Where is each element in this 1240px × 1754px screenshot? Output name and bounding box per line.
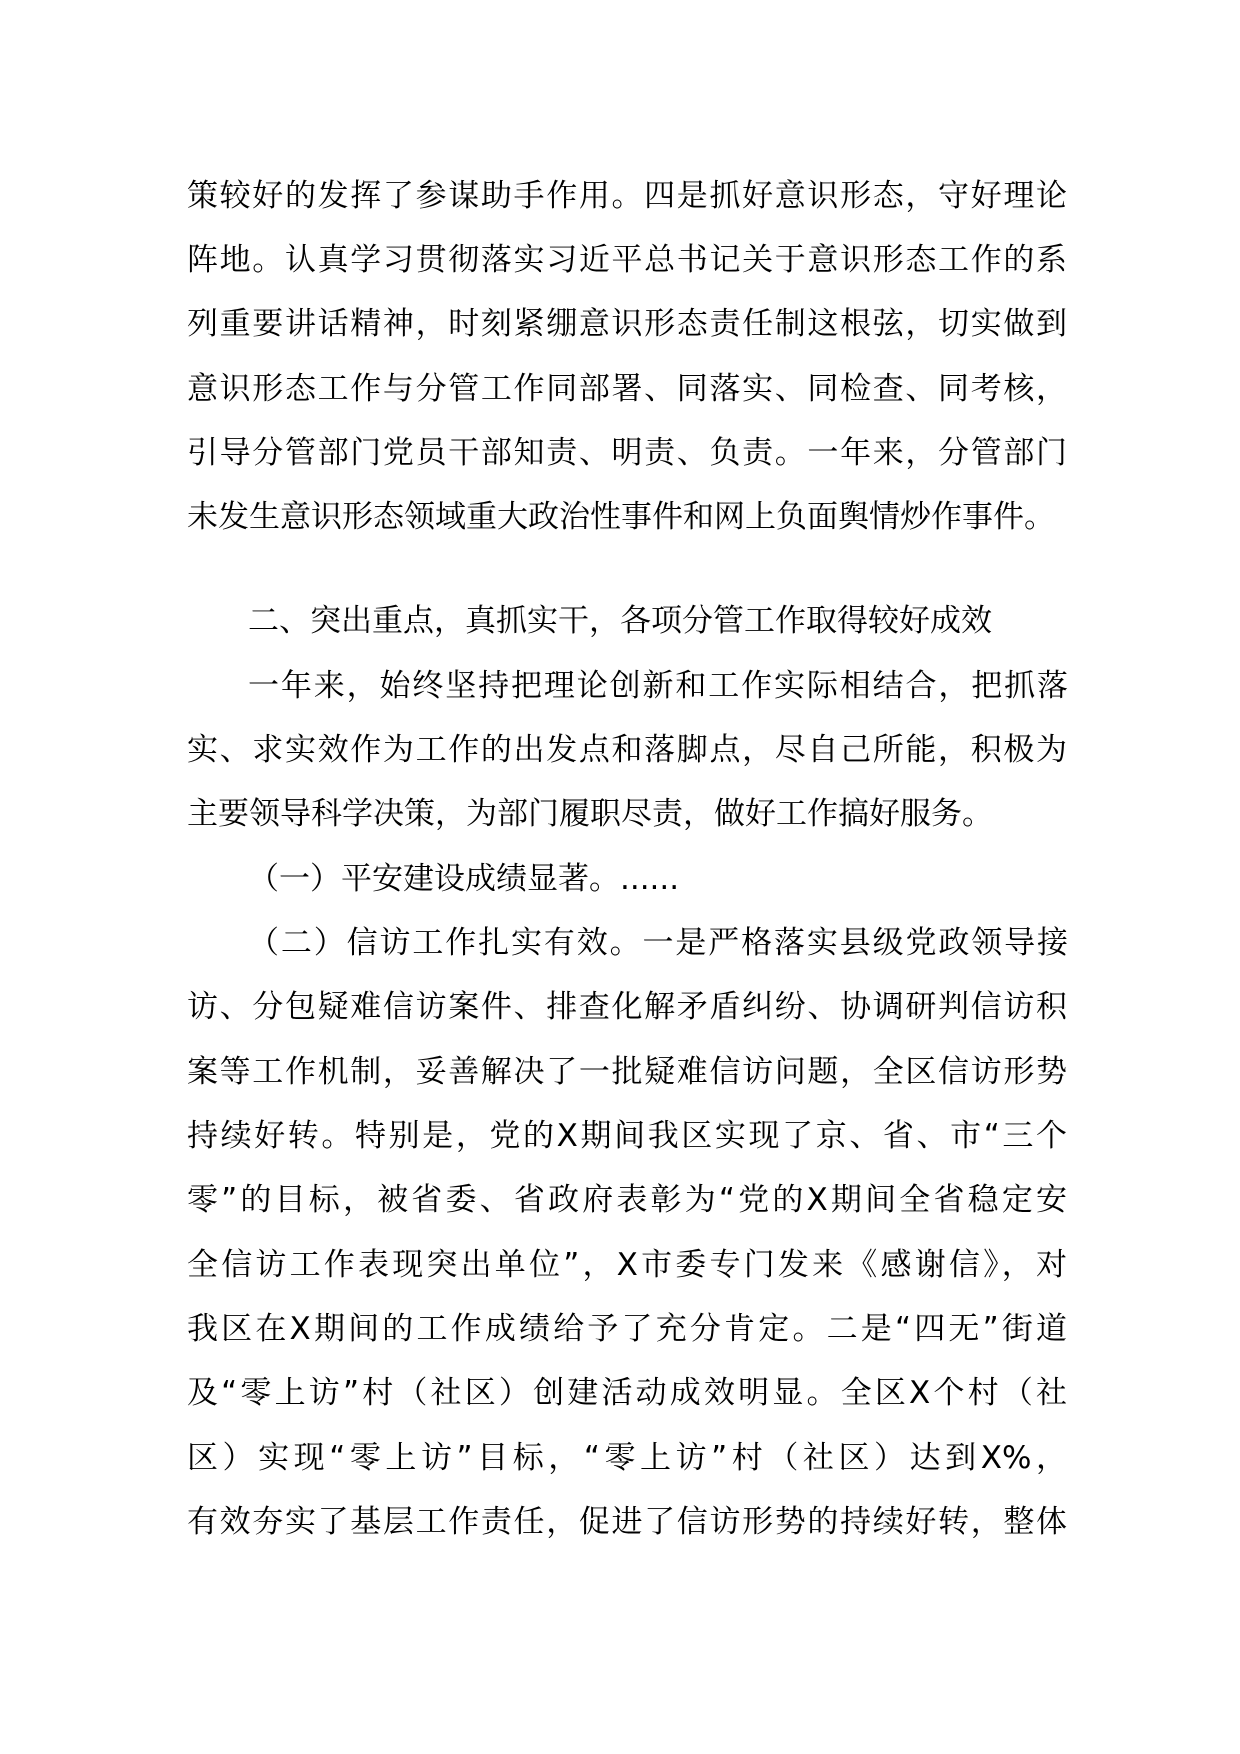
paragraph-line: 一年来，始终坚持把理论创新和工作实际相结合，把抓落 — [248, 668, 1068, 704]
paragraph-line: 区）实现“零上访”目标，“零上访”村（社区）达到X%， — [187, 1440, 1067, 1476]
paragraph-line: 持续好转。特别是，党的X期间我区实现了京、省、市“三个 — [187, 1118, 1067, 1154]
paragraph-line: 阵地。认真学习贯彻落实习近平总书记关于意识形态工作的系 — [187, 242, 1067, 278]
paragraph-line: （二）信访工作扎实有效。一是严格落实县级党政领导接 — [248, 925, 1068, 961]
paragraph-line: 我区在X期间的工作成绩给予了充分肯定。二是“四无”街道 — [187, 1311, 1067, 1347]
paragraph-line: 策较好的发挥了参谋助手作用。四是抓好意识形态，守好理论 — [187, 178, 1067, 214]
paragraph-line: 意识形态工作与分管工作同部署、同落实、同检查、同考核， — [187, 371, 1067, 407]
paragraph-line: 全信访工作表现突出单位”，X市委专门发来《感谢信》，对 — [187, 1247, 1067, 1283]
paragraph-line: 主要领导科学决策，为部门履职尽责，做好工作搞好服务。 — [187, 796, 993, 832]
paragraph-line: 及“零上访”村（社区）创建活动成效明显。全区X个村（社 — [187, 1375, 1067, 1411]
paragraph-line: 访、分包疑难信访案件、排查化解矛盾纠纷、协调研判信访积 — [187, 989, 1067, 1025]
paragraph-line: 有效夯实了基层工作责任，促进了信访形势的持续好转，整体 — [187, 1504, 1067, 1540]
paragraph-line: 实、求实效作为工作的出发点和落脚点，尽自己所能，积极为 — [187, 732, 1067, 768]
paragraph-line: 未发生意识形态领域重大政治性事件和网上负面舆情炒作事件。 — [187, 499, 1055, 535]
paragraph-line: 列重要讲话精神，时刻紧绷意识形态责任制这根弦，切实做到 — [187, 306, 1067, 342]
subheading: （一）平安建设成绩显著。...... — [248, 861, 680, 897]
paragraph-line: 零”的目标，被省委、省政府表彰为“党的X期间全省稳定安 — [187, 1182, 1067, 1218]
paragraph-line: 案等工作机制，妥善解决了一批疑难信访问题，全区信访形势 — [187, 1054, 1067, 1090]
paragraph-line: 引导分管部门党员干部知责、明责、负责。一年来，分管部门 — [187, 435, 1067, 471]
section-heading: 二、突出重点，真抓实干，各项分管工作取得较好成效 — [248, 603, 992, 639]
